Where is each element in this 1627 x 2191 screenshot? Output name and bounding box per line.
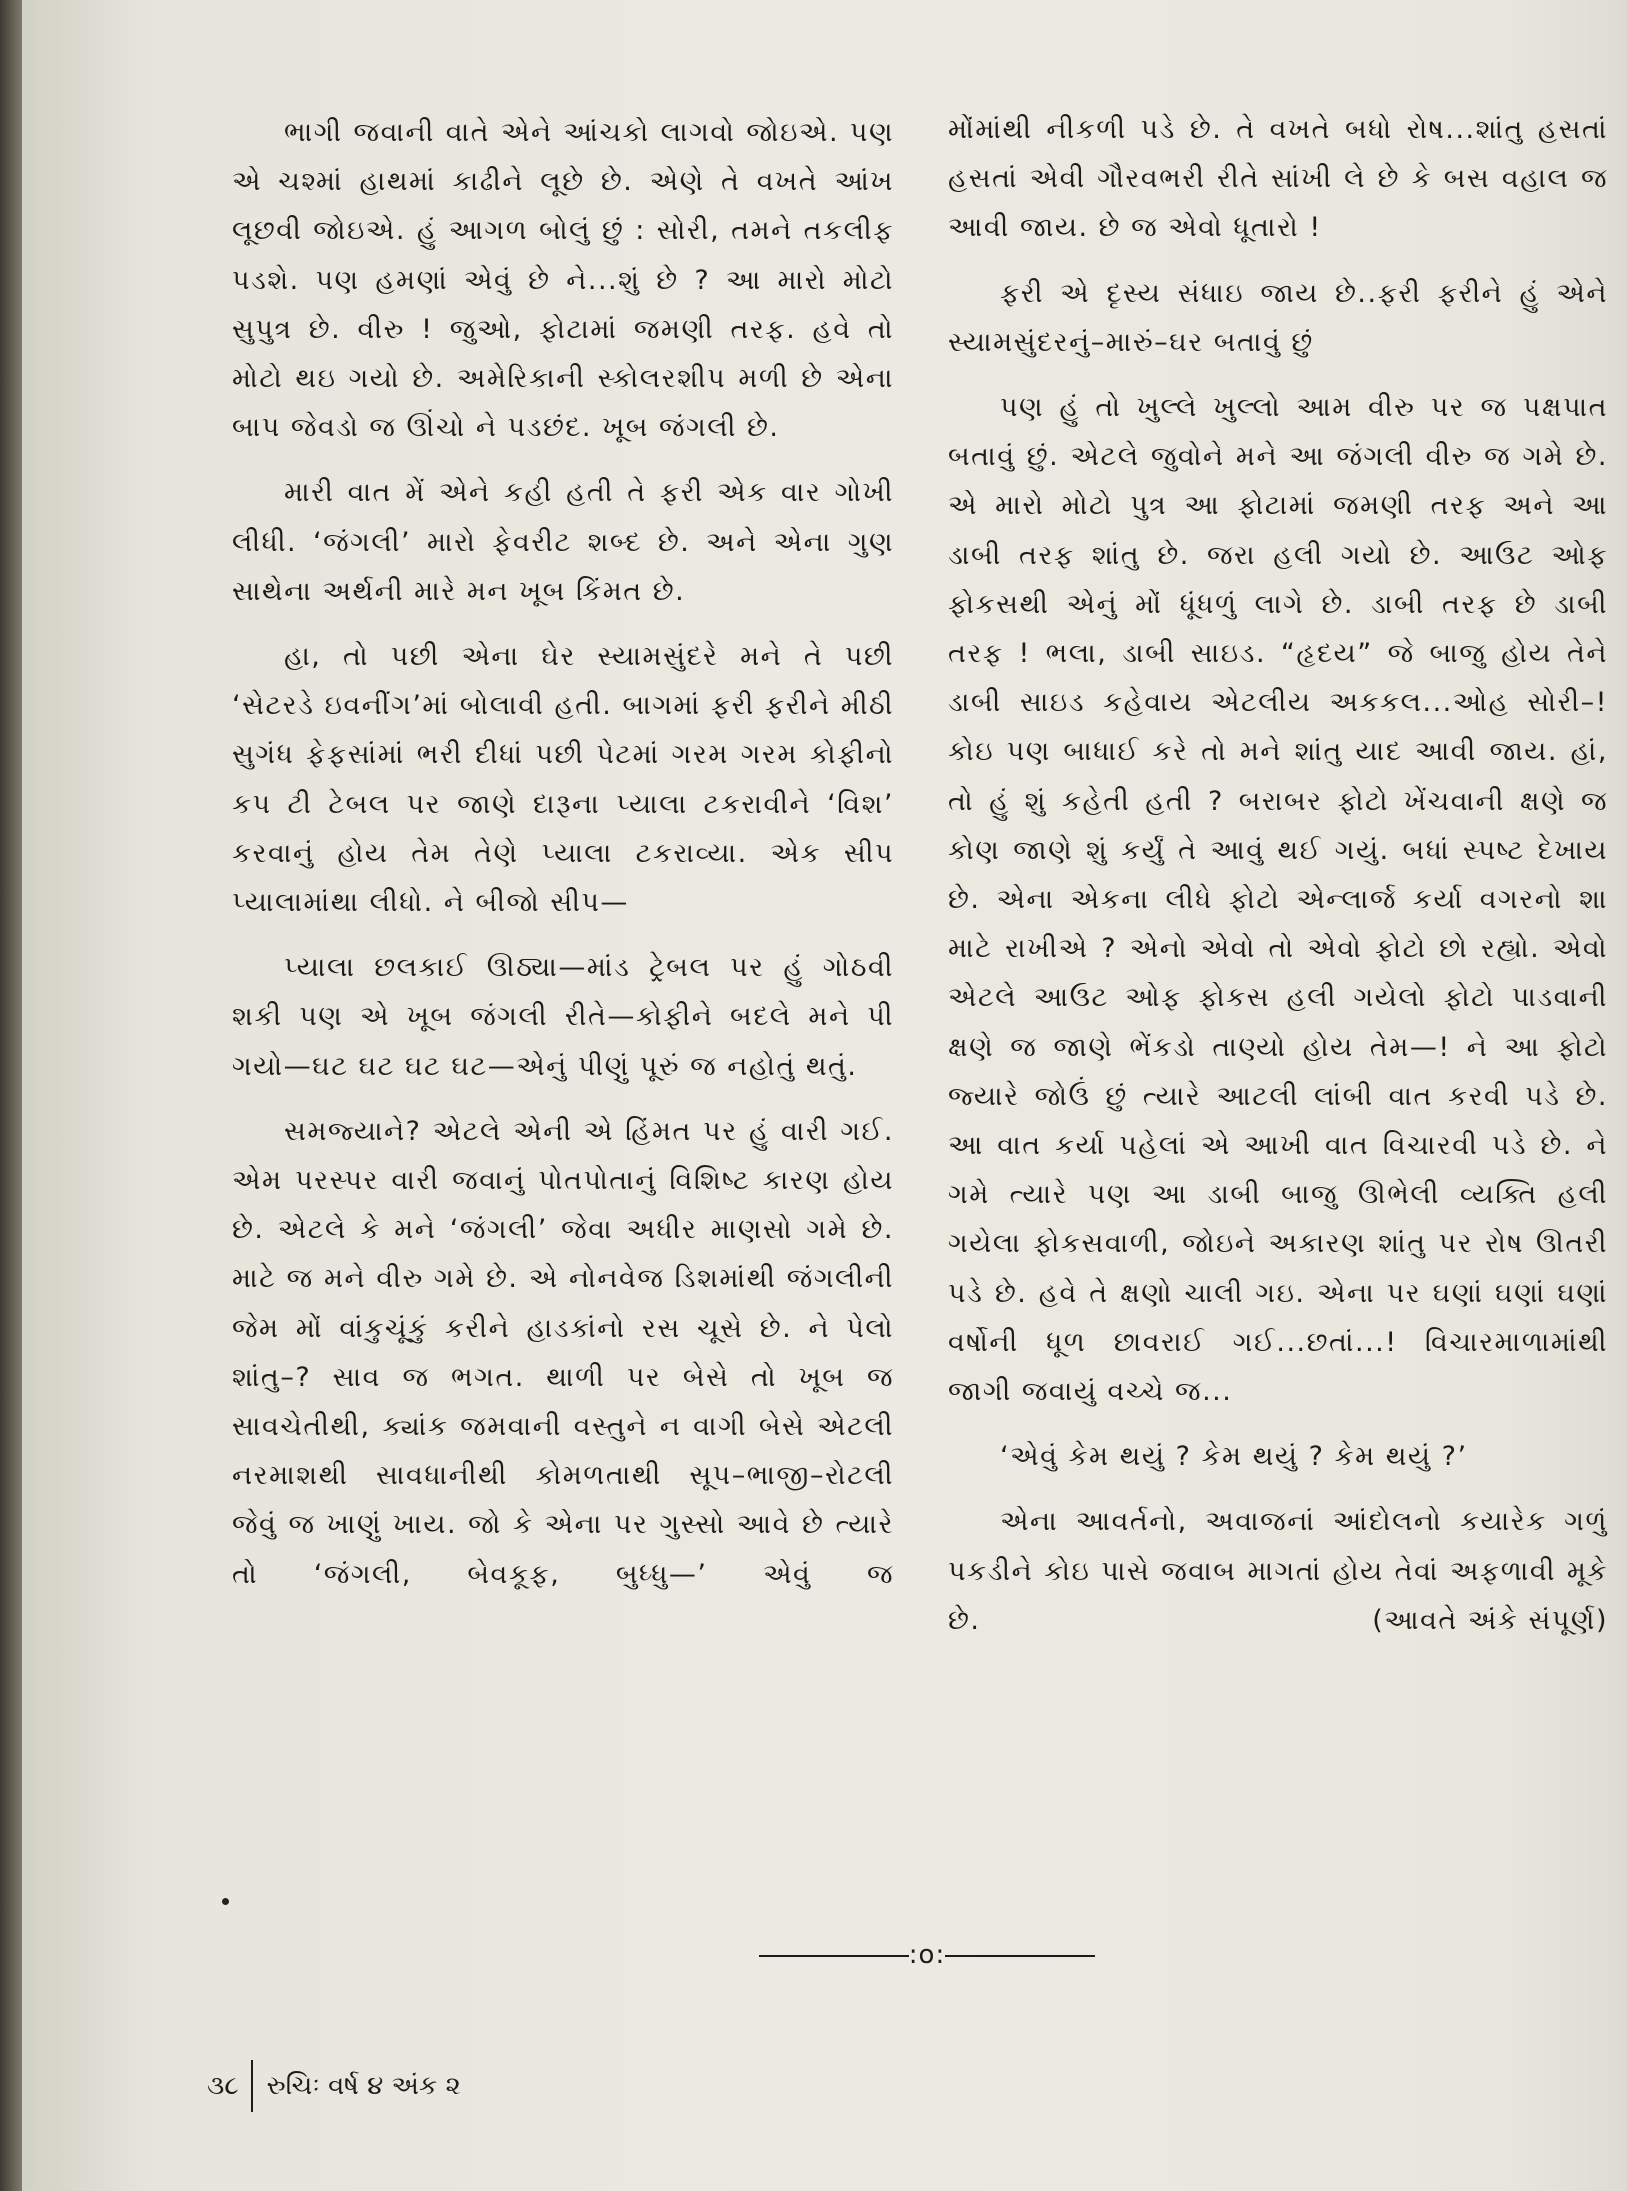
paragraph xyxy=(948,1497,1608,1645)
paragraph: સમજ્યાને? એટલે એની એ હિંમત પર હું વારી ગઈ. એમ પરસ્પર વારી જવાનું પોતપોતાનું વિશિષ્ટ કારણ હોય છે. એટલે કે મને ‘જંગલી’ જેવા અધીર માણસો ગમે છે. માટે જ મને વીરુ ગમે છે. એ નોનવેજ ડિશમાંથી જંગલીની જેમ મોં વાંકુચૂંકું કરીને હાડકાંનો રસ ચૂસે છે. ને પેલો શાંતુ–? સાવ જ ભગત. થાળી પર બેસે તો ખૂબ જ સાવચેતીથી, ક્યાંક જમવાની વસ્તુને ન વાગી બેસે એટલી નરમાશથી સાવધાનીથી કોમળતાથી સૂપ–ભાજી–રોટલી જેવું જ ખાણું ખાય. જો કે એના પર ગુસ્સો આવે છે ત્યારે તો ‘જંગલી, બેવકૂફ, બુધ્ધુ—’ એવું જ xyxy=(232,1115,894,1590)
paragraph: પ્યાલા છલકાઈ ઊઠ્યા—માંડ ટ્રેબલ પર હું ગોઠવી શકી પણ એ ખૂબ જંગલી રીતે—કોફીને બદલે મને પી ગયો—ઘટ ઘટ ઘટ ઘટ—એનું પીણું પૂરું જ નહોતું થતું. xyxy=(232,952,894,1082)
section-divider xyxy=(742,1940,1112,1970)
paragraph: મોંમાંથી નીકળી પડે છે. તે વખતે બધો રોષ...શાંતુ હસતાં હસતાં એવી ગૌરવભરી રીતે સાંખી લે છે કે બસ વહાલ જ આવી જાય. છે જ એવો ધૂતારો ! xyxy=(948,114,1608,244)
book-spine-shadow xyxy=(0,0,22,2191)
paragraph-text: એના આવર્તનો, અવાજનાં આંદોલનો કયારેક ગળું પકડીને કોઇ પાસે જવાબ માગતાં હોય તેવાં અફળાવી મૂકે છે. xyxy=(948,1506,1608,1636)
paragraph: ફરી એ દૃસ્ય સંધાઇ જાય છે..ફરી ફરીને હું એને સ્યામસુંદરનું–મારું–ઘર બતાવું છું xyxy=(948,277,1608,358)
ink-dot xyxy=(222,1898,229,1905)
paragraph: ભાગી જવાની વાતે એને આંચકો લાગવો જોઇએ. પણ એ ચશ્માં હાથમાં કાઢીને લૂછે છે. એણે તે વખતે આંખ લૂછવી જોઇએ. હું આગળ બોલું છું : સોરી, તમને તકલીફ પડશે. પણ હમણાં એવું છે ને...શું છે ? આ મારો મોટો સુપુત્ર છે. વીરુ ! જુઓ, ફોટામાં જમણી તરફ. હવે તો મોટો થઇ ગયો છે. અમેરિકાની સ્કોલરશીપ મળી છે એના બાપ જેવડો જ ઊંચો ને પડછંદ. ખૂબ જંગલી છે. xyxy=(232,117,894,444)
paragraph: મારી વાત મેં એને કહી હતી તે ફરી એક વાર ગોખી લીધી. ‘જંગલી’ મારો ફેવરીટ શબ્દ છે. અને એના ગુણ સાથેના અર્થની મારે મન ખૂબ કિંમત છે. xyxy=(232,477,894,607)
paragraph: ‘એવું કેમ થયું ? કેમ થયું ? કેમ થયું ?’ xyxy=(1000,1441,1468,1473)
left-column xyxy=(232,108,894,1615)
continued-note: (આવતે અંકે સંપૂર્ણ) xyxy=(1372,1604,1608,1636)
footer-separator xyxy=(251,2060,253,2112)
magazine-page xyxy=(22,0,1627,2191)
divider-line xyxy=(945,1955,1095,1957)
right-column xyxy=(948,105,1608,1645)
paragraph: હા, તો પછી એના ઘેર સ્યામસુંદરે મને તે પછી ‘સેટરડે ઇવનીંગ’માં બોલાવી હતી. બાગમાં ફરી ફરીને મીઠી સુગંધ ફેફસાંમાં ભરી દીધાં પછી પેટમાં ગરમ ગરમ કોફીનો કપ ટી ટેબલ પર જાણે દારૂના પ્યાલા ટકરાવીને ‘વિશ’ કરવાનું હોય તેમ તેણે પ્યાલા ટકરાવ્યા. એક સીપ પ્યાલામાંથા લીધો. ને બીજો સીપ— xyxy=(232,641,894,919)
magazine-issue: રુચિઃ વર્ષ ૪ અંક ૨ xyxy=(266,2070,461,2101)
page-footer xyxy=(207,2060,461,2112)
divider-line xyxy=(759,1955,909,1957)
paragraph: પણ હું તો ખુલ્લે ખુલ્લો આમ વીરુ પર જ પક્ષપાત બતાવું છું. એટલે જુવોને મને આ જંગલી વીરુ જ ગમે છે. એ મારો મોટો પુત્ર આ ફોટામાં જમણી તરફ અને આ ડાબી તરફ શાંતુ છે. જરા હલી ગયો છે. આઉટ ઓફ ફોકસથી એનું મોં ધૂંધળું લાગે છે. ડાબી તરફ છે ડાબી તરફ ! ભલા, ડાબી સાઇડ. “હૃદય” જે બાજુ હોય તેને ડાબી સાઇડ કહેવાય એટલીય અકકલ...ઓહ સોરી–! કોઇ પણ બાધાઈ કરે તો મને શાંતુ યાદ આવી જાય. હાં, તો હું શું કહેતી હતી ? બરાબર ફોટો ખેંચવાની ક્ષણે જ કોણ જાણે શું કર્યું તે આવું થઈ ગયું. બધાં સ્પષ્ટ દેખાય છે. એના એકના લીધે ફોટો એન્લાર્જ કર્યા વગરનો શા માટે રાખીએ ? એનો એવો તો એવો ફોટો છો રહ્યો. એવો એટલે આઉટ ઓફ ફોકસ હલી ગયેલો ફોટો પાડવાની ક્ષણે જ જાણે ભેંકડો તાણ્યો હોય તેમ—! ને આ ફોટો જ્યારે જોઉં છું ત્યારે આટલી લાંબી વાત કરવી પડે છે. આ વાત કર્યા પહેલાં એ આખી વાત વિચારવી પડે છે. ને ગમે ત્યારે પણ આ ડાબી બાજુ ઊભેલી વ્યક્તિ હલી ગયેલા ફોકસવાળી, જોઇને અકારણ શાંતુ પર રોષ ઊતરી પડે છે. હવે તે ક્ષણો ચાલી ગઇ. એના પર ઘણાં ઘણાં ઘણાં વર્ષોની ધૂળ છાવરાઈ ગઈ...છતાં...! વિચારમાળામાંથી જાગી જવાયું વચ્ચે જ... xyxy=(948,392,1608,1408)
divider-symbol: :o: xyxy=(908,1940,946,1970)
page-number: ૩૮ xyxy=(207,2070,239,2101)
